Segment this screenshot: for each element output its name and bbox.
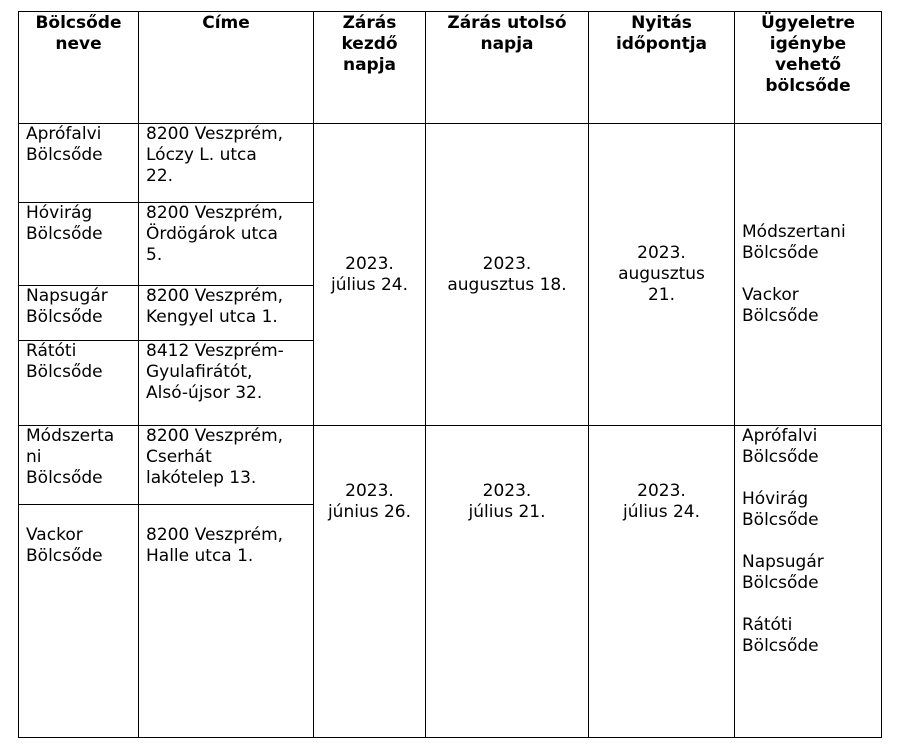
nursery-name-cell: Hóvirág Bölcsőde [19, 203, 139, 286]
closing-end-cell: 2023. augusztus 18. [426, 124, 589, 426]
alternative-nursery-item: Aprófalvi Bölcsőde [742, 426, 819, 467]
alternative-nursery-list [742, 426, 881, 657]
alternative-nursery-item: Vackor Bölcsőde [742, 285, 819, 326]
closing-start-cell: 2023. június 26. [314, 426, 426, 738]
alternative-nursery-item: Rátóti Bölcsőde [742, 615, 819, 656]
closing-start-cell: 2023. július 24. [314, 124, 426, 426]
nursery-name-cell: Vackor Bölcsőde [19, 505, 139, 738]
header-closing-start: Zárás kezdő napja [314, 12, 426, 124]
header-opening-date: Nyitás időpontja [589, 12, 735, 124]
address-cell: 8412 Veszprém- Gyulafirátót, Alsó-újsor 32. [139, 341, 314, 426]
alternative-nursery-item: Napsugár Bölcsőde [742, 552, 824, 593]
nursery-name-cell: Aprófalvi Bölcsőde [19, 124, 139, 203]
table-row [19, 124, 882, 203]
alternative-nursery-item: Módszertani Bölcsőde [742, 222, 846, 263]
alternative-nursery-list [742, 222, 881, 327]
nursery-closing-schedule-table [18, 11, 882, 738]
alternative-nursery-cell [735, 124, 882, 426]
header-closing-end: Zárás utolsó napja [426, 12, 589, 124]
address-cell: 8200 Veszprém, Lóczy L. utca 22. [139, 124, 314, 203]
opening-date-cell: 2023. július 24. [589, 426, 735, 738]
alternative-nursery-item: Hóvirág Bölcsőde [742, 489, 819, 530]
header-nursery-name: Bölcsőde neve [19, 12, 139, 124]
nursery-name-cell: Módszerta ni Bölcsőde [19, 426, 139, 505]
table-row [19, 426, 882, 505]
alternative-nursery-cell [735, 426, 882, 738]
address-cell: 8200 Veszprém, Halle utca 1. [139, 505, 314, 738]
header-address: Címe [139, 12, 314, 124]
opening-date-cell: 2023. augusztus 21. [589, 124, 735, 426]
nursery-name-cell: Rátóti Bölcsőde [19, 341, 139, 426]
closing-end-cell: 2023. július 21. [426, 426, 589, 738]
address-cell: 8200 Veszprém, Ördögárok utca 5. [139, 203, 314, 286]
address-cell: 8200 Veszprém, Cserhát lakótelep 13. [139, 426, 314, 505]
nursery-name-cell: Napsugár Bölcsőde [19, 286, 139, 341]
address-cell: 8200 Veszprém, Kengyel utca 1. [139, 286, 314, 341]
header-row [19, 12, 882, 124]
header-alternative-nursery: Ügyeletre igénybe vehető bölcsőde [735, 12, 882, 124]
